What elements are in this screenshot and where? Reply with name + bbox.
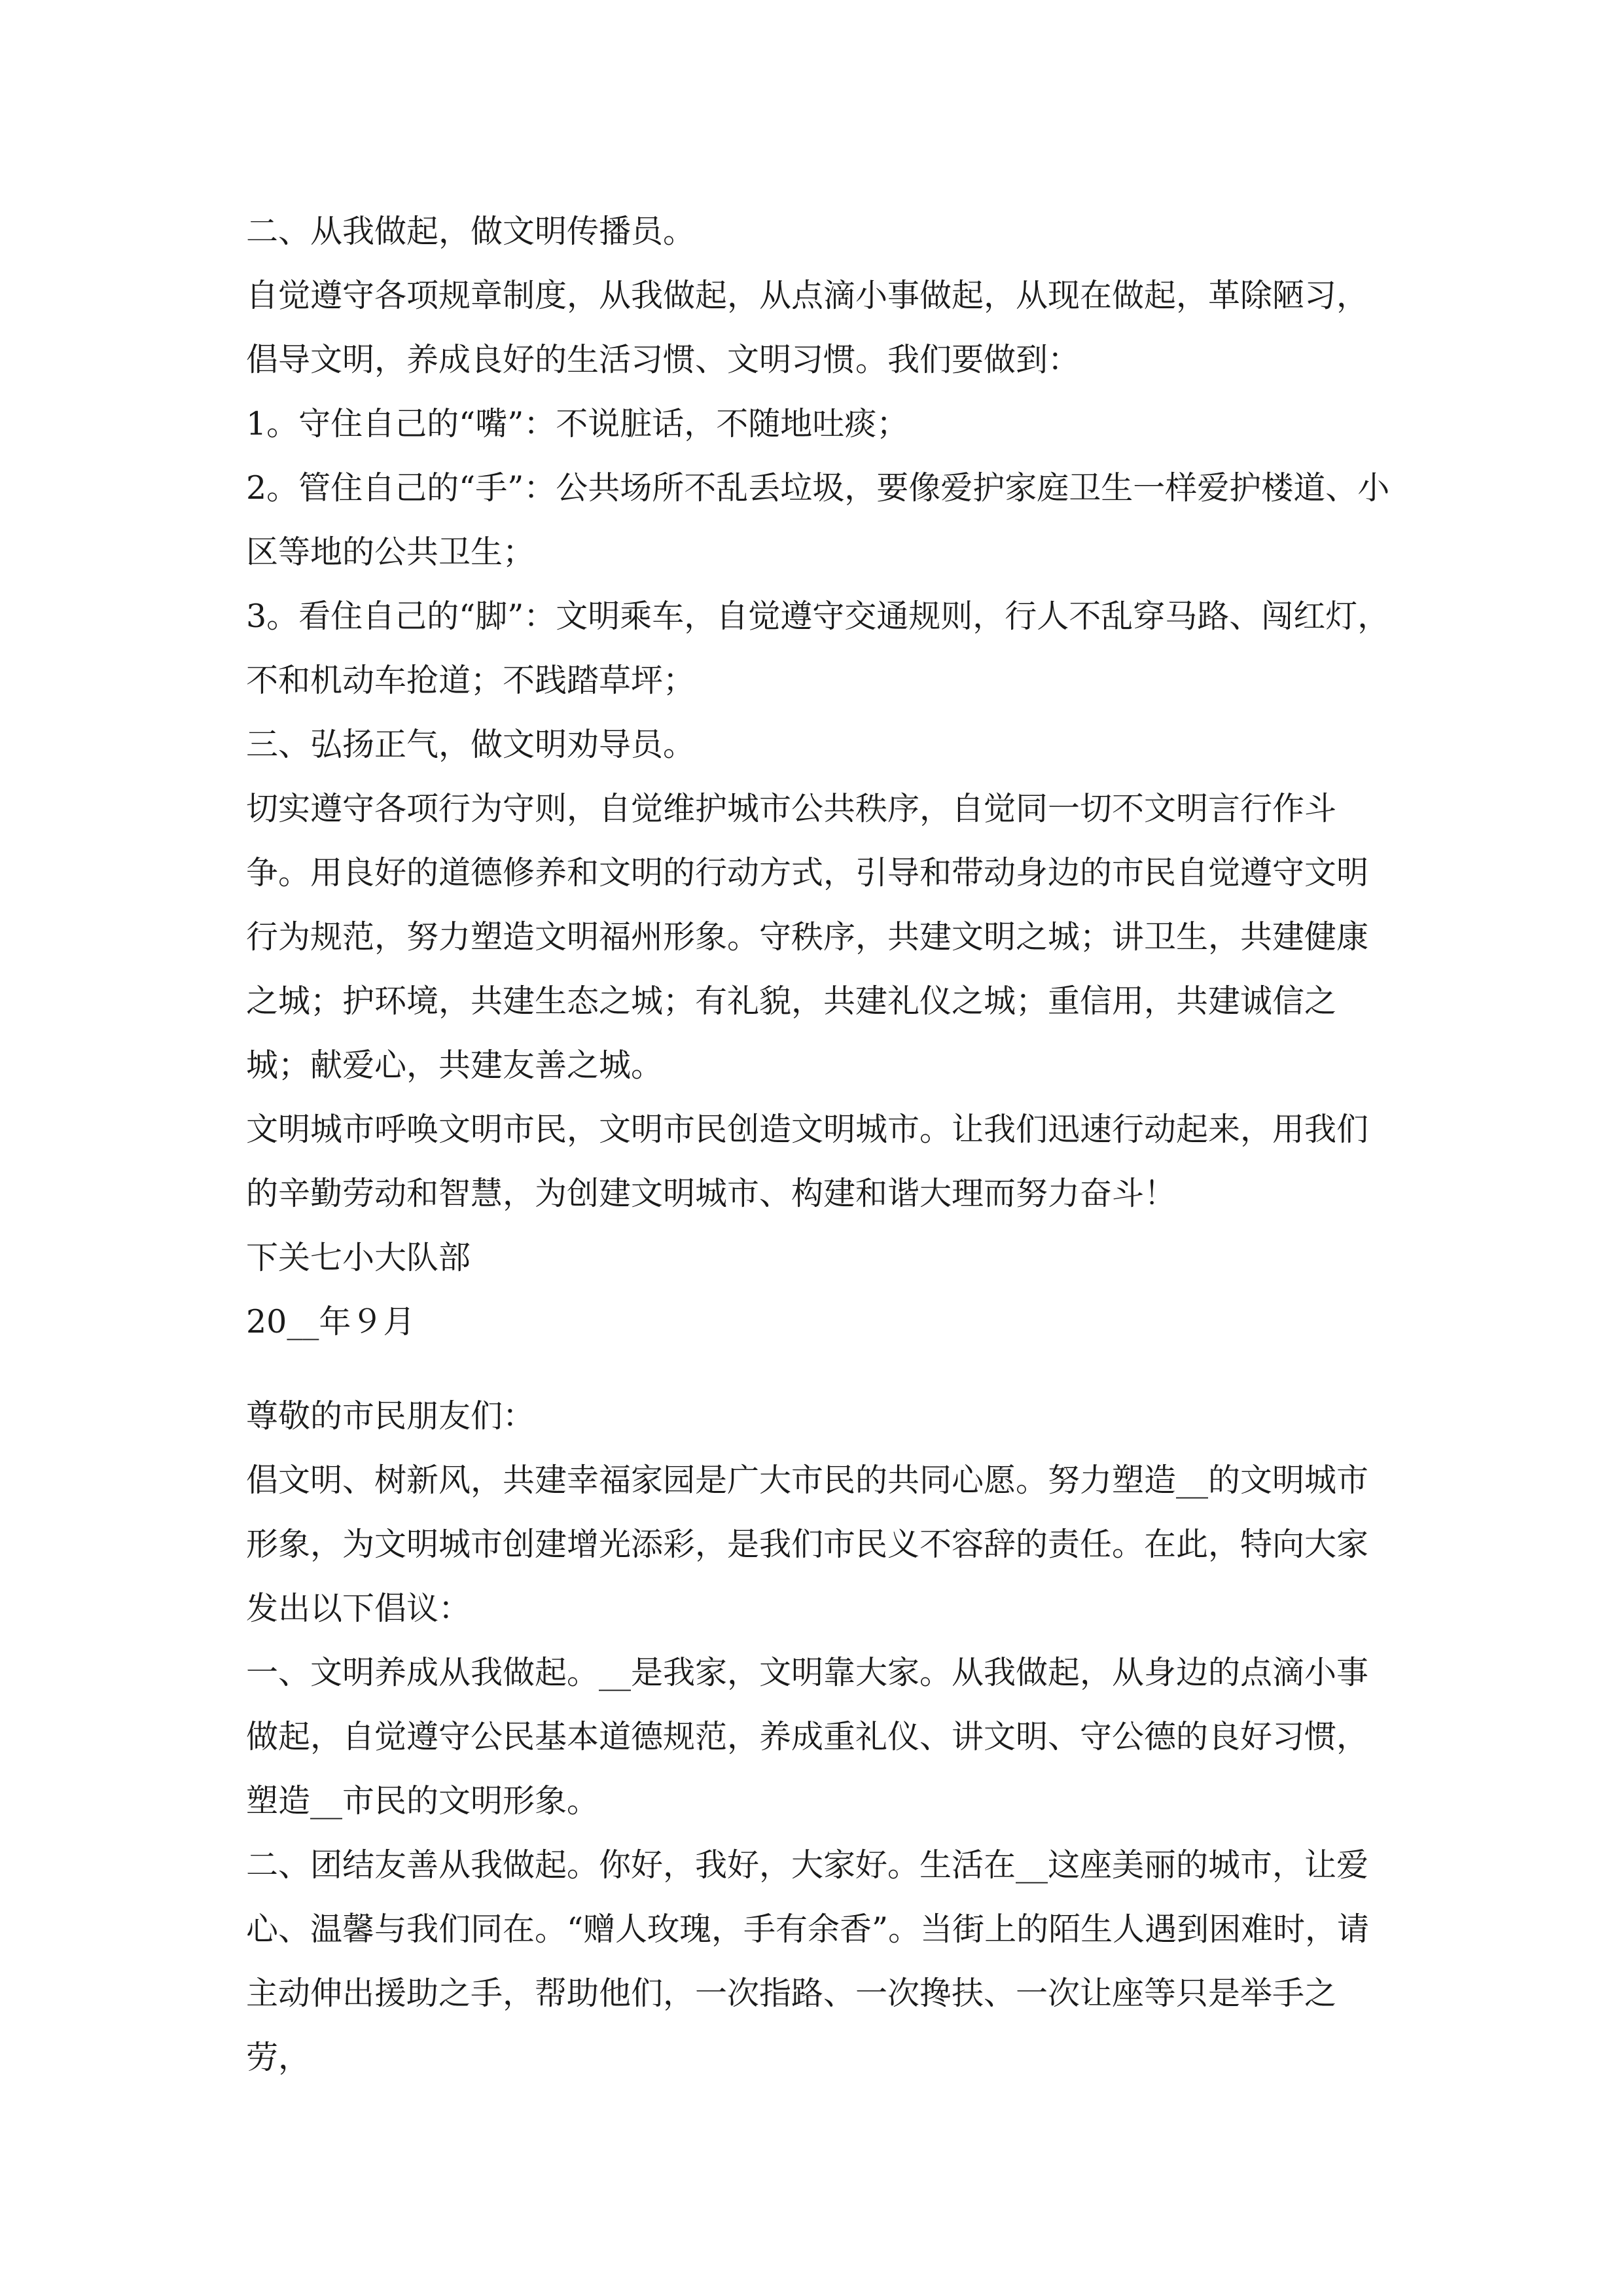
heading-two: 二、从我做起，做文明传播员。 [246, 213, 696, 250]
paragraph: 二、团结友善从我做起。你好，我好，大家好。生活在__这座美丽的城市，让爱心、温馨与我们同在。“赠人玫瑰，手有余香”。当街上的陌生人遇到困难时，请主动伸出援助之手，帮助他们，一次指路、一次搀扶、一次让座等只是举手之劳， [246, 1846, 1370, 2076]
list-item: 1。守住自己的“嘴”：不说脏话，不随地吐痰； [246, 405, 909, 442]
paragraph: 切实遵守各项行为守则，自觉维护城市公共秩序，自觉同一切不文明言行作斗争。用良好的道德修养和文明的行动方式，引导和带动身边的市民自觉遵守文明行为规范，努力塑造文明福州形象。守秩序，共建文明之城；讲卫生，共建健康之城；护环境，共建生态之城；有礼貌，共建礼仪之城；重信用，共建诚信之城；献爱心，共建友善之城。 [246, 790, 1369, 1084]
paragraph: 一、文明养成从我做起。__是我家，文明靠大家。从我做起，从身边的点滴小事做起，自觉遵守公民基本道德规范，养成重礼仪、讲文明、守公德的良好习惯，塑造__市民的文明形象。 [246, 1654, 1369, 1820]
paragraph: 文明城市呼唤文明市民，文明市民创造文明城市。让我们迅速行动起来，用我们的辛勤劳动和智慧，为创建文明城市、构建和谐大理而努力奋斗！ [246, 1111, 1369, 1212]
paragraph: 倡文明、树新风，共建幸福家园是广大市民的共同心愿。努力塑造__的文明城市形象，为文明城市创建增光添彩，是我们市民义不容辞的责任。在此，特向大家发出以下倡议： [246, 1462, 1369, 1627]
signature-organization: 下关七小大队部 [246, 1239, 471, 1276]
section-civilized-conduct [246, 200, 1398, 1354]
salutation: 尊敬的市民朋友们： [246, 1397, 535, 1435]
list-item: 3。看住自己的“脚”：文明乘车，自觉遵守交通规则，行人不乱穿马路、闯红灯，不和机动车抢道；不践踏草坪； [246, 598, 1390, 699]
paragraph: 自觉遵守各项规章制度，从我做起，从点滴小事做起，从现在做起，革除陋习，倡导文明，养成良好的生活习惯、文明习惯。我们要做到： [246, 277, 1369, 378]
signature-date: 20__年９月 [246, 1303, 416, 1340]
section-initiative-letter [246, 1384, 1398, 2090]
list-item: 2。管住自己的“手”：公共场所不乱丢垃圾，要像爱护家庭卫生一样爱护楼道、小区等地的公共卫生； [246, 469, 1390, 571]
heading-three: 三、弘扬正气，做文明劝导员。 [246, 726, 696, 763]
